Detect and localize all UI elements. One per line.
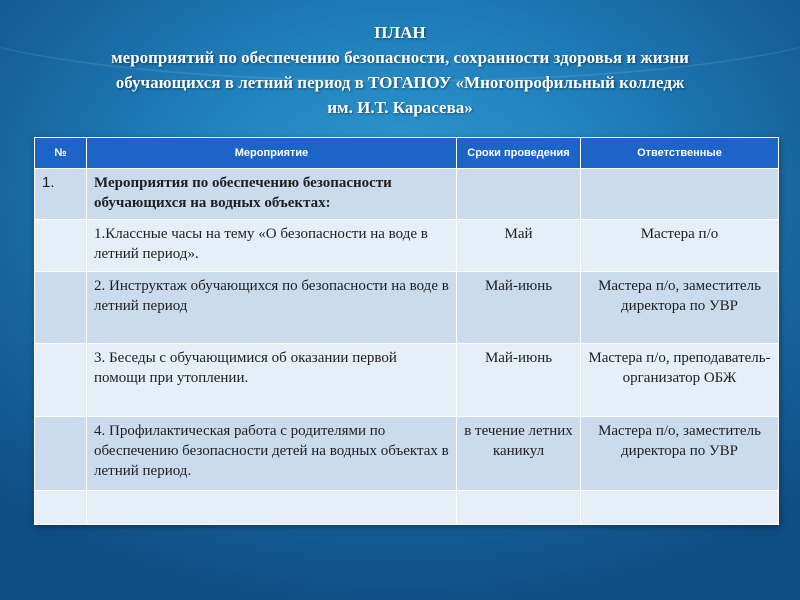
row-dates — [457, 491, 581, 525]
row-event: 2. Инструктаж обучающихся по безопасности на воде в летний период — [87, 272, 457, 344]
table-row — [35, 417, 779, 491]
row-event: 3. Беседы с обучающимися об оказании первой помощи при утоплении. — [87, 344, 457, 417]
row-responsible: Мастера п/о, преподаватель-организатор ОБЖ — [581, 344, 779, 417]
row-number — [35, 491, 87, 525]
header-responsible: Ответственные — [581, 138, 779, 169]
row-responsible: Мастера п/о, заместитель директора по УВР — [581, 272, 779, 344]
header-dates: Сроки проведения — [457, 138, 581, 169]
table-row — [35, 220, 779, 272]
row-number: 1. — [35, 169, 87, 220]
title-line-1: ПЛАН — [374, 23, 426, 42]
row-event: 1.Классные часы на тему «О безопасности на воде в летний период». — [87, 220, 457, 272]
row-dates — [457, 169, 581, 220]
row-event: 4. Профилактическая работа с родителями по обеспечению безопасности детей на водных объектах в летний период. — [87, 417, 457, 491]
row-number — [35, 272, 87, 344]
title-line-3: обучающихся в летний период в ТОГАПОУ «Многопрофильный колледж — [115, 73, 685, 92]
row-dates: Май — [457, 220, 581, 272]
row-responsible: Мастера п/о — [581, 220, 779, 272]
table-row — [35, 491, 779, 525]
row-number — [35, 220, 87, 272]
table-row — [35, 169, 779, 220]
row-dates: в течение летних каникул — [457, 417, 581, 491]
title-line-4: им. И.Т. Карасева» — [327, 98, 473, 117]
row-event — [87, 491, 457, 525]
row-number — [35, 344, 87, 417]
plan-table — [34, 137, 779, 525]
row-number — [35, 417, 87, 491]
row-dates: Май-июнь — [457, 344, 581, 417]
row-dates: Май-июнь — [457, 272, 581, 344]
page-title — [20, 20, 780, 120]
table-row — [35, 272, 779, 344]
row-event: Мероприятия по обеспечению безопасности обучающихся на водных объектах: — [87, 169, 457, 220]
row-responsible — [581, 169, 779, 220]
row-responsible — [581, 491, 779, 525]
table-header-row — [35, 138, 779, 169]
header-number: № — [35, 138, 87, 169]
title-line-2: мероприятий по обеспечению безопасности, сохранности здоровья и жизни — [111, 48, 689, 67]
row-responsible: Мастера п/о, заместитель директора по УВР — [581, 417, 779, 491]
table-row — [35, 344, 779, 417]
header-event: Мероприятие — [87, 138, 457, 169]
